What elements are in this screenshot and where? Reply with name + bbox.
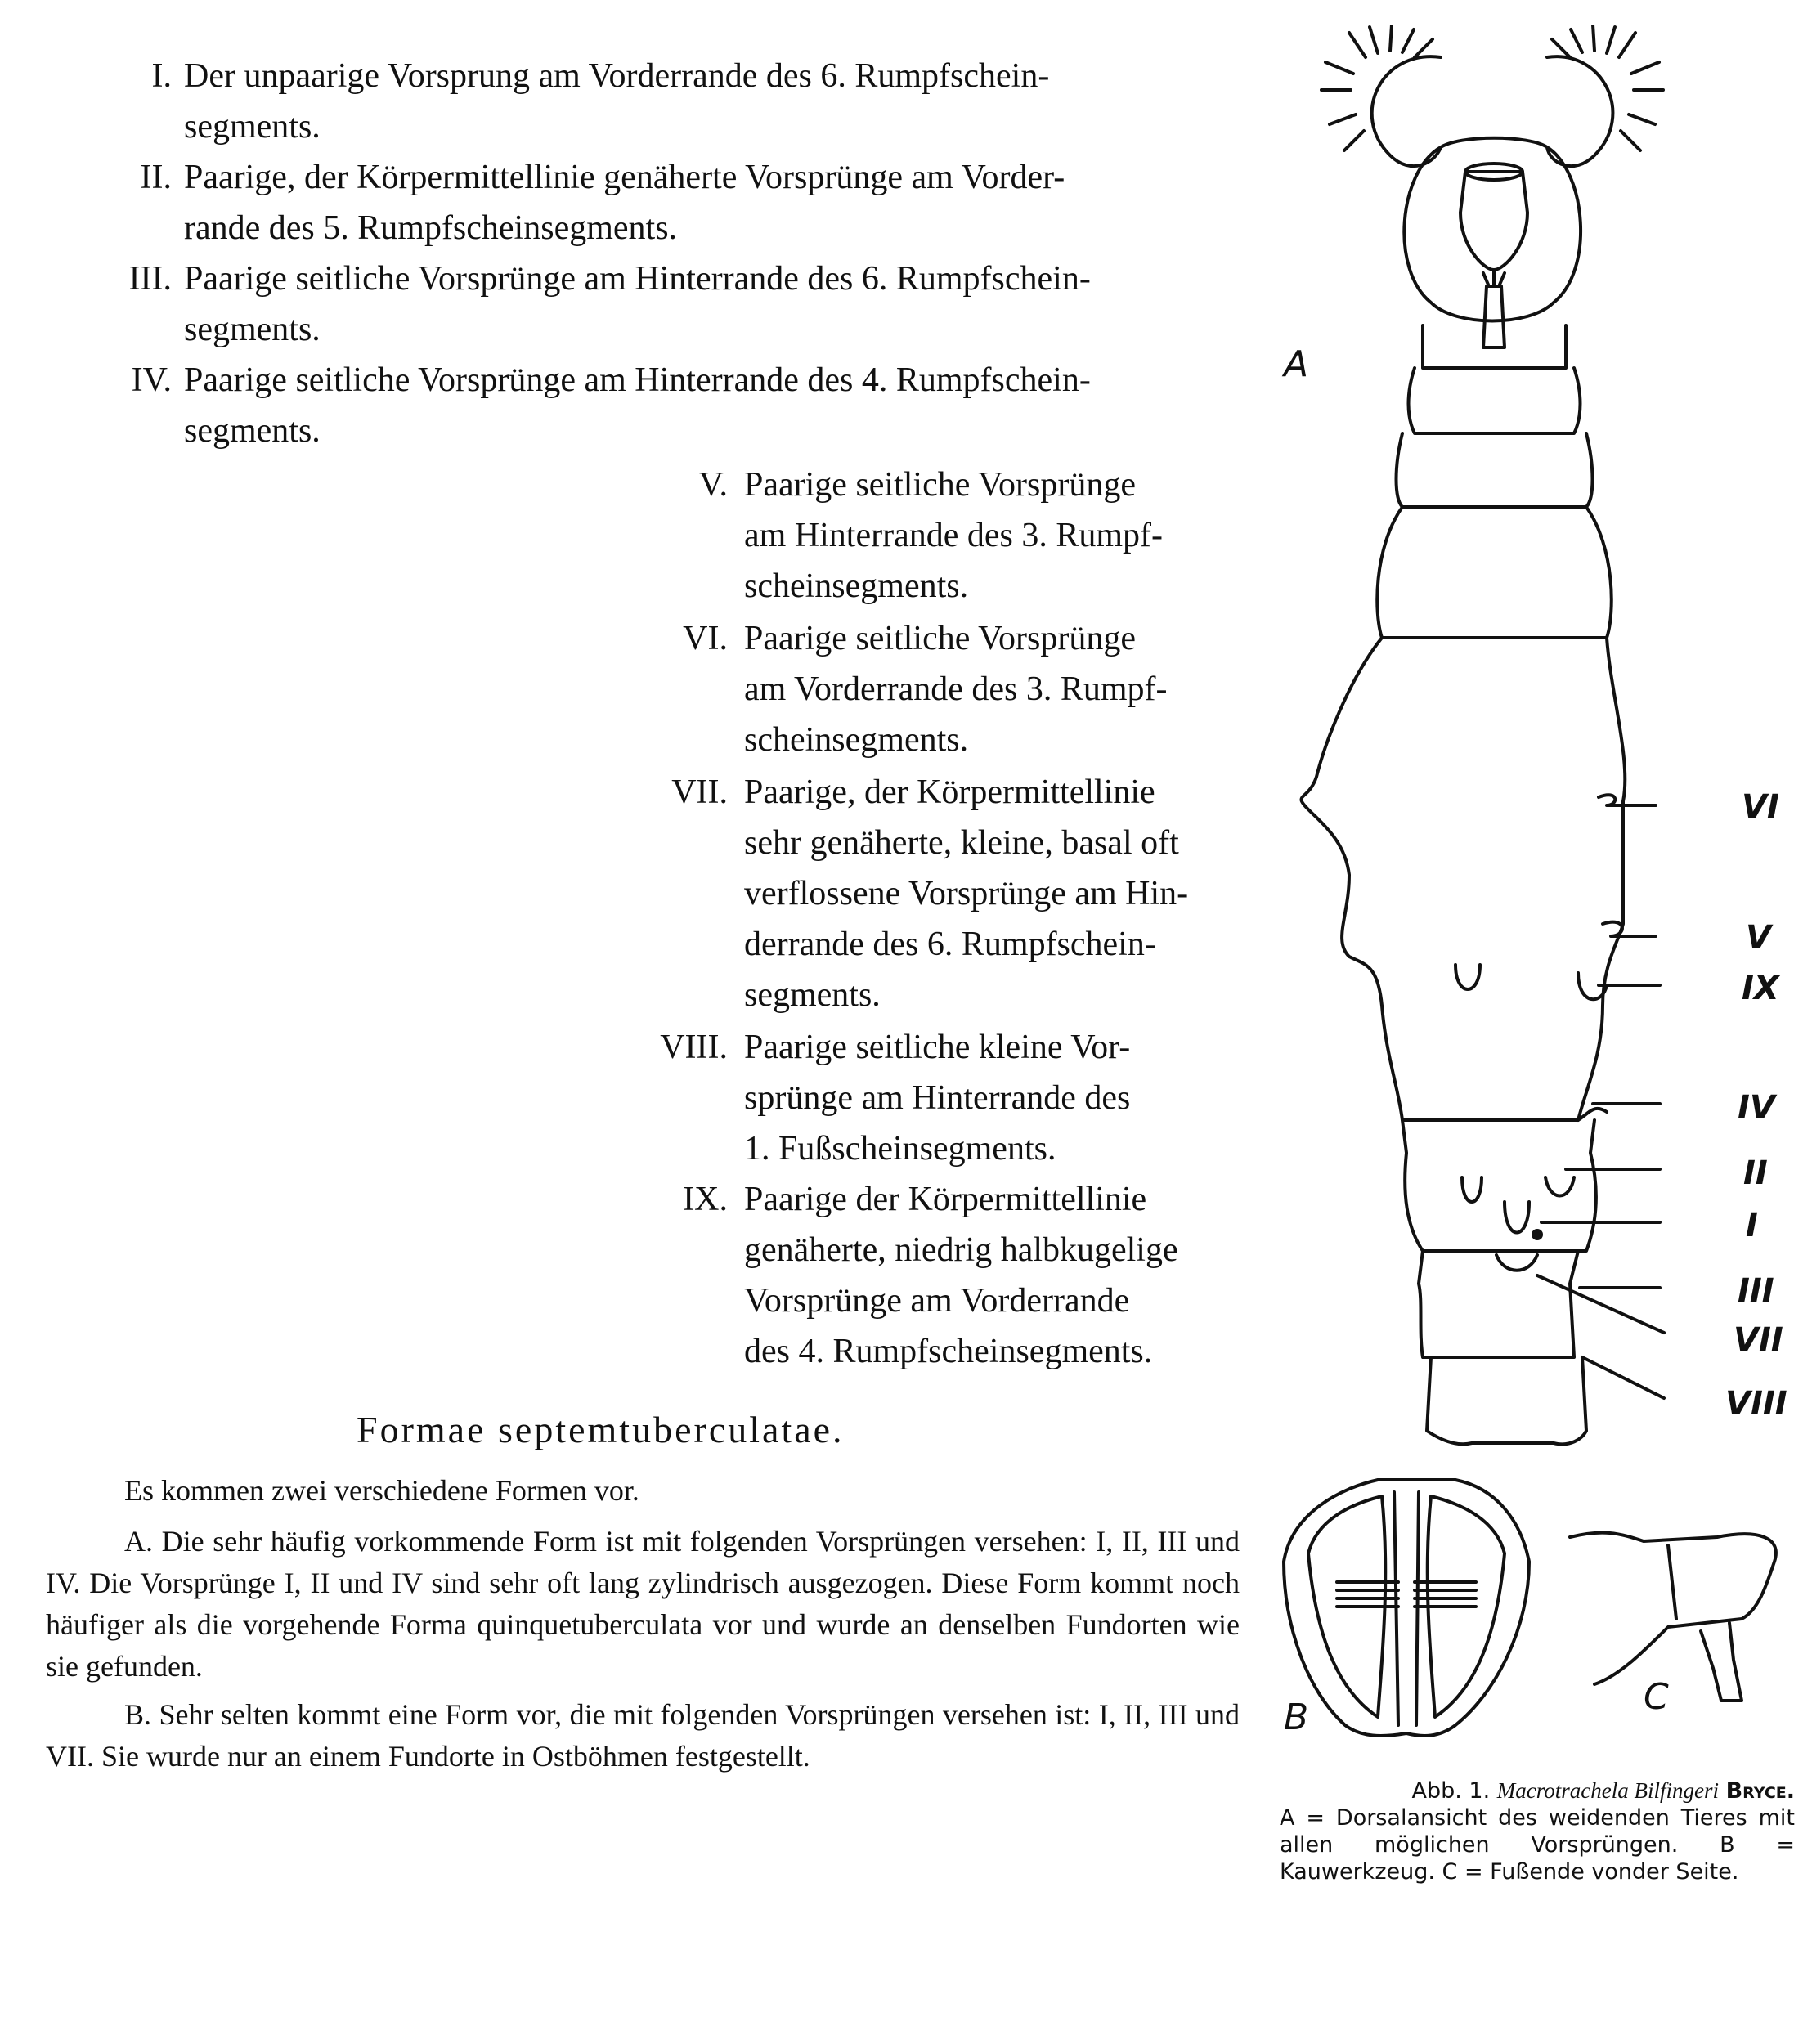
item-text-line: sehr genäherte, kleine, basal oft [744, 824, 1179, 862]
item-number: II. [140, 159, 172, 196]
marker-label: VIII [1725, 1385, 1787, 1423]
item-text-line: genäherte, niedrig halbkugelige [744, 1231, 1178, 1269]
item-text-line: derrande des 6. Rumpfschein- [744, 926, 1156, 963]
list-item [0, 1022, 1308, 1177]
section-heading: Formae septemtuberculatae. [357, 1409, 845, 1450]
item-text-line: scheinsegments. [744, 567, 969, 605]
marker-label: IV [1738, 1089, 1775, 1127]
caption-prefix: Abb. 1. [1411, 1778, 1491, 1804]
list-item [0, 355, 1308, 461]
caption-author: Bryce. [1725, 1778, 1795, 1804]
intro-paragraph: Es kommen zwei verschiedene Formen vor. [124, 1474, 639, 1507]
marker-label: IX [1742, 970, 1779, 1007]
item-text-line: Paarige seitliche kleine Vor- [744, 1029, 1131, 1066]
item-text-line: segments. [184, 311, 321, 348]
marker-label: VII [1734, 1321, 1783, 1359]
paragraph-a: A. Die sehr häufig vorkommende Form ist mit folgenden Vorsprüngen versehen: I, II, III und IV. Die Vorsprünge I, II und IV sind sehr oft lang zylindrisch ausgezogen. Diese Form kommt noch häufiger als die vorgehende Forma quinquetuberculata vor und wurde an denselben Fundorten wie sie gefunden. [46, 1525, 1240, 1683]
item-text-line: segments. [744, 976, 881, 1014]
item-text-line: rande des 5. Rumpfscheinsegments. [184, 209, 678, 247]
list-item [0, 152, 1308, 258]
item-text-line: 1. Fußscheinsegments. [744, 1130, 1056, 1168]
list-item [0, 51, 1308, 157]
rotifer-figure [1259, 25, 1812, 1766]
item-text-line: sprünge am Hinterrande des [744, 1079, 1131, 1117]
item-text-line: Paarige seitliche Vorsprünge [744, 620, 1137, 657]
item-text-line: Paarige, der Körpermittellinie genäherte Vorsprünge am Vorder- [184, 159, 1065, 196]
item-text-line: Vorsprünge am Vorderrande [744, 1282, 1130, 1320]
caption-text: A = Dorsalansicht des weidenden Tieres mit allen möglichen Vorsprüngen. B = Kauwerkzeug. C = Fußende vonder Seite. [1280, 1805, 1795, 1885]
item-number: III. [128, 260, 172, 298]
item-text-line: des 4. Rumpfscheinsegments. [744, 1333, 1153, 1370]
marker-label: VI [1742, 788, 1779, 826]
item-text-line: Paarige der Körpermittellinie [744, 1181, 1147, 1218]
item-text-line: am Hinterrande des 3. Rumpf- [744, 517, 1164, 554]
item-number: IV. [131, 361, 172, 399]
marker-label: II [1743, 1154, 1768, 1192]
item-number: VII. [671, 773, 728, 811]
panel-label-c: C [1644, 1676, 1669, 1718]
list-item [0, 613, 1308, 769]
item-text-line: Paarige, der Körpermittellinie [744, 773, 1155, 811]
item-text-line: Paarige seitliche Vorsprünge [744, 466, 1137, 504]
marker-label: III [1738, 1272, 1774, 1310]
item-number: VI. [683, 620, 728, 657]
item-number: V. [698, 466, 728, 504]
panel-c-drawing [1570, 1533, 1776, 1701]
paragraph-b: B. Sehr selten kommt eine Form vor, die mit folgenden Vorsprüngen versehen ist: I, II, III und VII. Sie wurde nur an einem Fundorte in Ostböhmen festgestellt. [46, 1698, 1240, 1773]
list-item [0, 459, 1308, 615]
item-number: VIII. [660, 1029, 728, 1066]
item-text-line: segments. [184, 108, 321, 146]
marker-label: V [1746, 919, 1771, 957]
panel-a-drawing [1301, 25, 1664, 1444]
item-text-line: segments. [184, 412, 321, 450]
list-item [0, 767, 1308, 1029]
panel-label-a: A [1284, 343, 1309, 385]
marker-label: I [1746, 1207, 1758, 1244]
panel-b-drawing [1284, 1480, 1529, 1736]
item-text-line: Paarige seitliche Vorsprünge am Hinterrande des 4. Rumpfschein- [184, 361, 1091, 399]
item-text-line: verflossene Vorsprünge am Hin- [744, 875, 1189, 912]
item-number: IX. [683, 1181, 728, 1218]
figure-caption [1280, 1777, 1795, 1885]
panel-label-b: B [1284, 1697, 1309, 1738]
caption-species: Macrotrachela Bilfingeri [1496, 1778, 1719, 1803]
list-item [0, 1174, 1308, 1387]
item-number: I. [151, 57, 172, 95]
item-text-line: am Vorderrande des 3. Rumpf- [744, 670, 1168, 708]
item-text-line: Paarige seitliche Vorsprünge am Hinterrande des 6. Rumpfschein- [184, 260, 1091, 298]
caption-title [1280, 1777, 1795, 1804]
item-text-line: scheinsegments. [744, 721, 969, 759]
list-item [0, 253, 1308, 360]
item-text-line: Der unpaarige Vorsprung am Vorderrande des 6. Rumpfschein- [184, 57, 1050, 95]
